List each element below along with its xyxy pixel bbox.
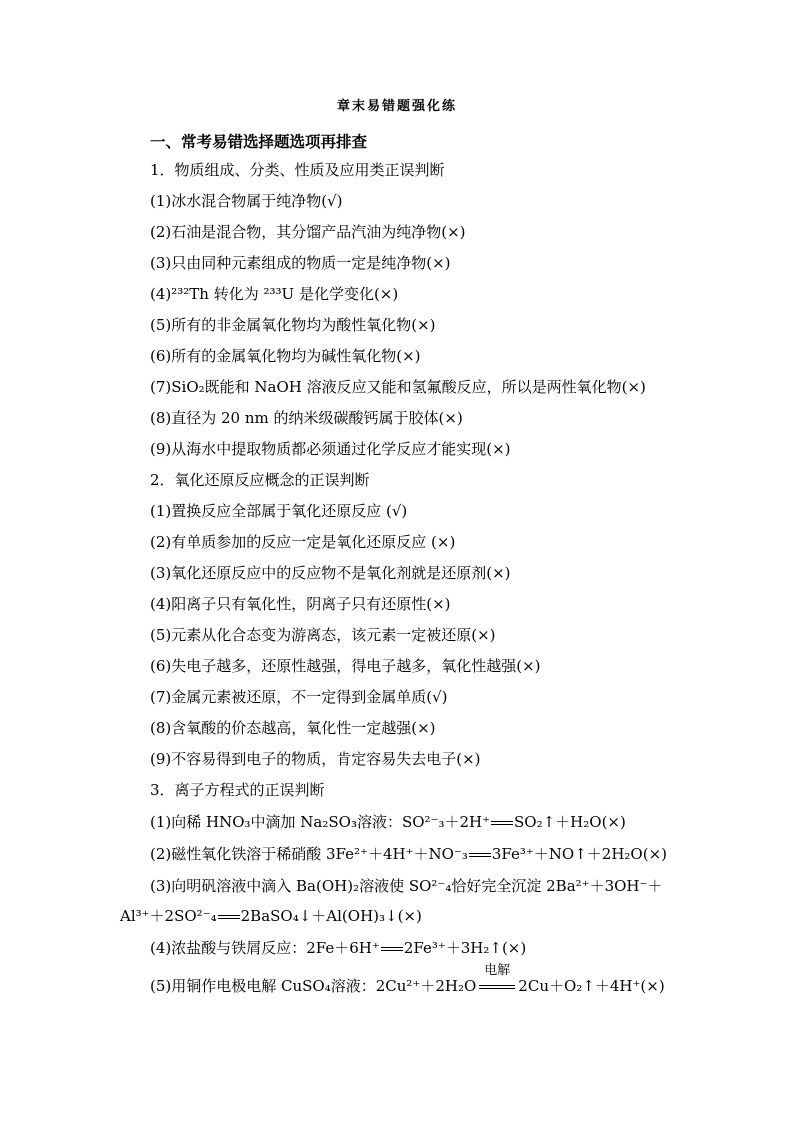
equation-right: 2Cu＋O₂↑＋4H⁺(×): [518, 977, 665, 995]
list-item: (7)SiO₂既能和 NaOH 溶液反应又能和氢氟酸反应，所以是两性氧化物(×): [150, 378, 646, 396]
equals-sign: [469, 853, 491, 857]
list-item: (1)冰水混合物属于纯净物(√): [150, 192, 343, 210]
list-item: (2)石油是混合物，其分馏产品汽油为纯净物(×): [150, 223, 466, 241]
equation-item-1: [150, 812, 626, 832]
list-item: (1)置换反应全部属于氧化还原反应 (√): [150, 502, 408, 520]
equation-item-4: [150, 938, 526, 958]
list-item: (7)金属元素被还原，不一定得到金属单质(√): [150, 688, 448, 706]
equals-sign: [491, 821, 513, 825]
list-item: (4)²³²Th 转化为 ²³³U 是化学变化(×): [150, 285, 399, 303]
list-item: (6)所有的金属氧化物均为碱性氧化物(×): [150, 347, 421, 365]
equation-right: 2BaSO₄↓＋Al(OH)₃↓(×): [240, 907, 422, 925]
electrolysis-sign: [478, 963, 516, 996]
group-heading-2: 2．氧化还原反应概念的正误判断: [150, 471, 370, 489]
list-item: (3)氧化还原反应中的反应物不是氧化剂就是还原剂(×): [150, 564, 511, 582]
equation-right: 3Fe³⁺＋NO↑＋2H₂O(×): [491, 845, 667, 863]
electrolysis-label: 电解: [484, 963, 511, 978]
equation-item-3-line1: (3)向明矾溶液中滴入 Ba(OH)₂溶液使 SO²⁻₄恰好完全沉淀 2Ba²⁺＋3OH⁻＋: [150, 877, 663, 895]
equation-item-2: [150, 844, 667, 864]
list-item: (6)失电子越多，还原性越强，得电子越多，氧化性越强(×): [150, 657, 541, 675]
list-item: (5)元素从化合态变为游离态，该元素一定被还原(×): [150, 626, 496, 644]
equation-left: (5)用铜作电极电解 CuSO₄溶液：2Cu²⁺＋2H₂O: [150, 977, 477, 995]
equation-right: 2Fe³⁺＋3H₂↑(×): [403, 939, 527, 957]
group-heading-3: 3．离子方程式的正误判断: [150, 781, 325, 799]
equation-left: Al³⁺＋2SO²⁻₄: [120, 907, 217, 925]
group-heading-1: 1．物质组成、分类、性质及应用类正误判断: [150, 161, 445, 179]
equals-sign: [218, 915, 240, 919]
list-item: (9)从海水中提取物质都必须通过化学反应才能实现(×): [150, 440, 511, 458]
list-item: (2)有单质参加的反应一定是氧化还原反应 (×): [150, 533, 456, 551]
list-item: (5)所有的非金属氧化物均为酸性氧化物(×): [150, 316, 436, 334]
equation-item-5: [150, 963, 665, 996]
list-item: (9)不容易得到电子的物质，肯定容易失去电子(×): [150, 750, 481, 768]
equals-sign: [381, 947, 403, 951]
equation-item-3-line2: [120, 906, 422, 926]
equation-left: (4)浓盐酸与铁屑反应：2Fe＋6H⁺: [150, 939, 380, 957]
list-item: (3)只由同种元素组成的物质一定是纯净物(×): [150, 254, 451, 272]
equation-right: SO₂↑＋H₂O(×): [514, 813, 626, 831]
list-item: (8)含氧酸的价态越高，氧化性一定越强(×): [150, 719, 436, 737]
section-heading: 一、常考易错选择题选项再排查: [150, 133, 368, 151]
list-item: (8)直径为 20 nm 的纳米级碳酸钙属于胶体(×): [150, 409, 463, 427]
equation-left: (1)向稀 HNO₃中滴加 Na₂SO₃溶液：SO²⁻₃＋2H⁺: [150, 813, 491, 831]
equation-left: (2)磁性氧化铁溶于稀硝酸 3Fe²⁺＋4H⁺＋NO⁻₃: [150, 845, 468, 863]
page-title: 章末易错题强化练: [336, 99, 457, 114]
list-item: (4)阳离子只有氧化性，阴离子只有还原性(×): [150, 595, 451, 613]
